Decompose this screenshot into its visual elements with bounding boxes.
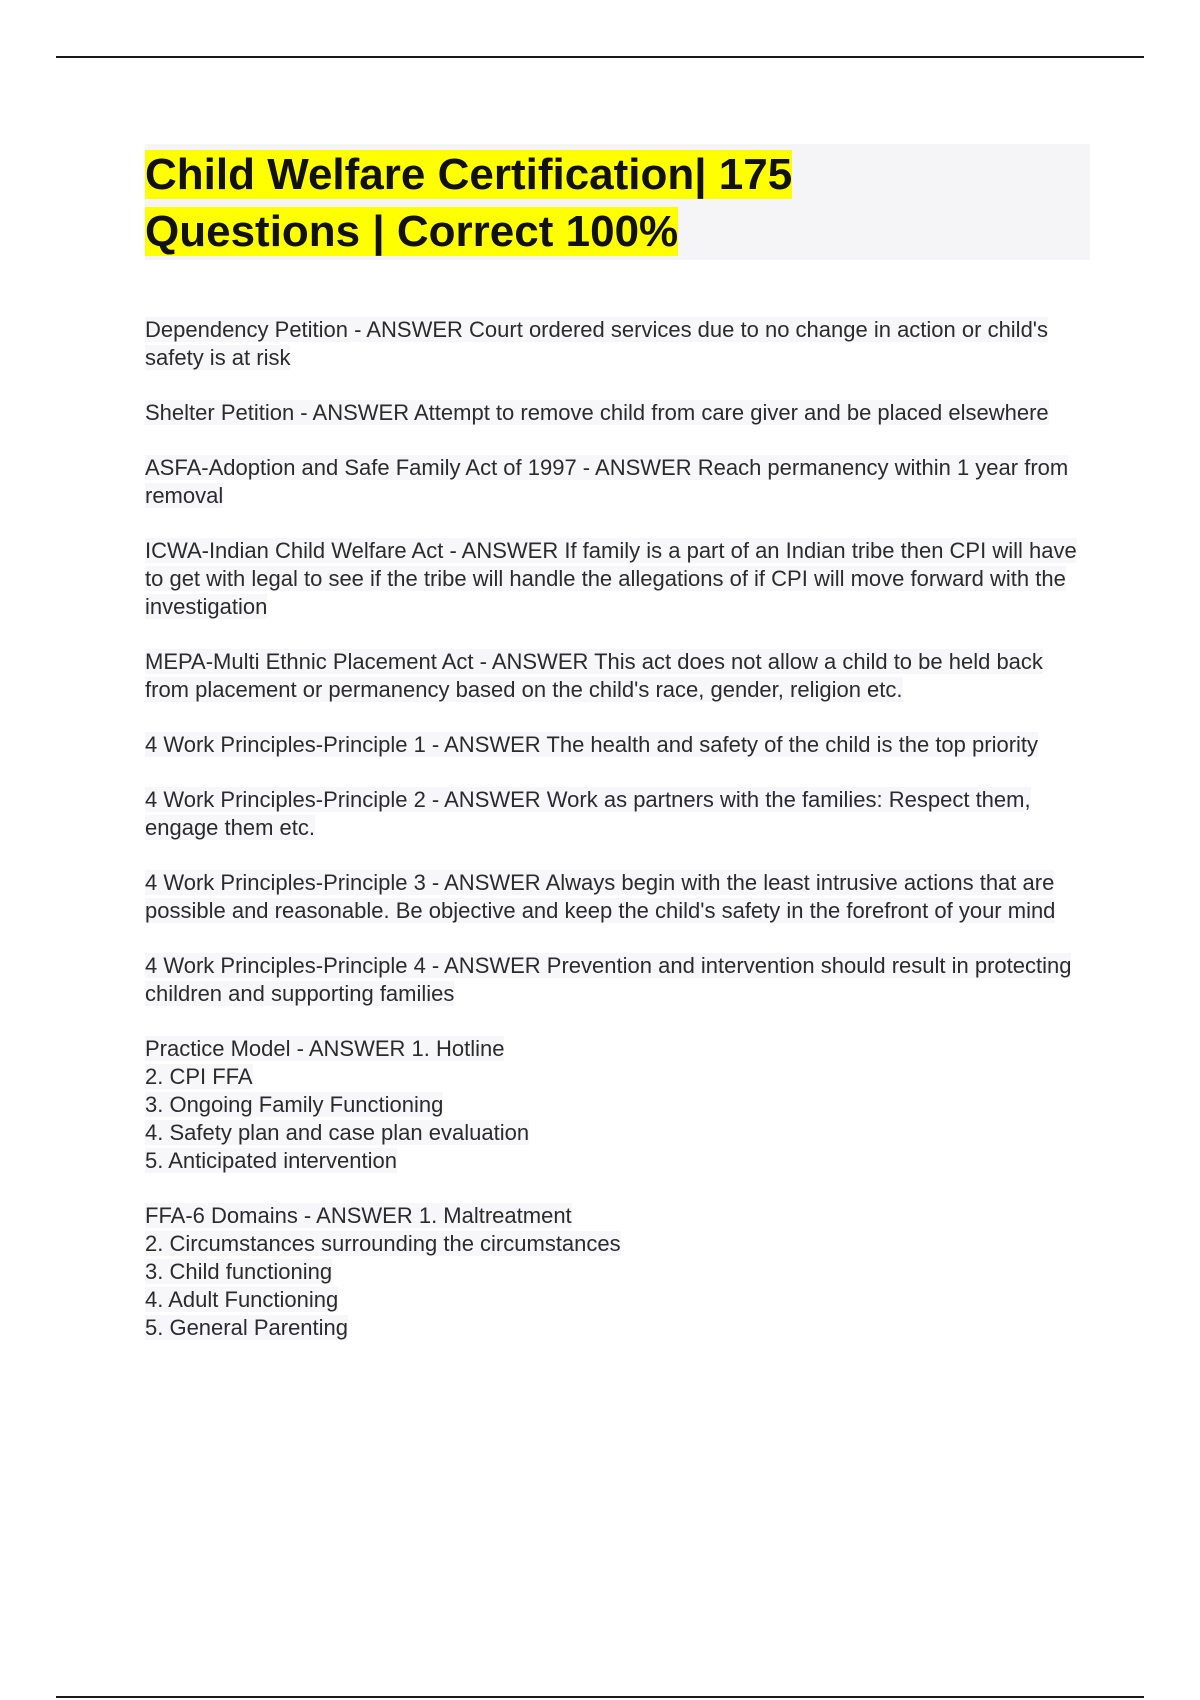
bottom-rule [56, 1696, 1144, 1698]
qa-text: ASFA-Adoption and Safe Family Act of 1997 - ANSWER Reach permanency within 1 year from removal [145, 455, 1069, 508]
qa-item [145, 1035, 1090, 1175]
title-line-1: Child Welfare Certification| 175 [145, 150, 793, 199]
title-block [145, 144, 1090, 260]
qa-item [145, 731, 1090, 759]
qa-text: FFA-6 Domains - ANSWER 1. Maltreatment 2. Circumstances surrounding the circumstances 3. Child functioning 4. Adult Functioning 5. General Parenting [145, 1203, 621, 1340]
top-rule [56, 56, 1144, 58]
qa-text: ICWA-Indian Child Welfare Act - ANSWER If family is a part of an Indian tribe then CPI will have to get with legal to see if the tribe will handle the allegations of if CPI will move forward with the investigation [145, 538, 1077, 619]
qa-item [145, 1202, 1090, 1342]
document-body [145, 144, 1090, 1369]
qa-item [145, 399, 1090, 427]
qa-item [145, 454, 1090, 510]
qa-text: Shelter Petition - ANSWER Attempt to remove child from care giver and be placed elsewhere [145, 400, 1049, 425]
qa-text: MEPA-Multi Ethnic Placement Act - ANSWER This act does not allow a child to be held back from placement or permanency based on the child's race, gender, religion etc. [145, 649, 1043, 702]
qa-text: 4 Work Principles-Principle 1 - ANSWER The health and safety of the child is the top priority [145, 732, 1039, 757]
document-title [145, 146, 1090, 260]
qa-text: 4 Work Principles-Principle 2 - ANSWER Work as partners with the families: Respect them, engage them etc. [145, 787, 1031, 840]
qa-item [145, 952, 1090, 1008]
qa-text: 4 Work Principles-Principle 3 - ANSWER Always begin with the least intrusive actions that are possible and reasonable. Be objective and keep the child's safety in the forefront of your mind [145, 870, 1056, 923]
qa-item [145, 316, 1090, 372]
qa-list [145, 316, 1090, 1342]
qa-item [145, 869, 1090, 925]
qa-item [145, 648, 1090, 704]
title-line-2: Questions | Correct 100% [145, 207, 679, 256]
qa-text: 4 Work Principles-Principle 4 - ANSWER Prevention and intervention should result in protecting children and supporting families [145, 953, 1072, 1006]
qa-item [145, 786, 1090, 842]
qa-text: Dependency Petition - ANSWER Court ordered services due to no change in action or child's safety is at risk [145, 317, 1049, 370]
qa-item [145, 537, 1090, 621]
qa-text: Practice Model - ANSWER 1. Hotline 2. CPI FFA 3. Ongoing Family Functioning 4. Safety plan and case plan evaluation 5. Anticipated intervention [145, 1036, 530, 1173]
